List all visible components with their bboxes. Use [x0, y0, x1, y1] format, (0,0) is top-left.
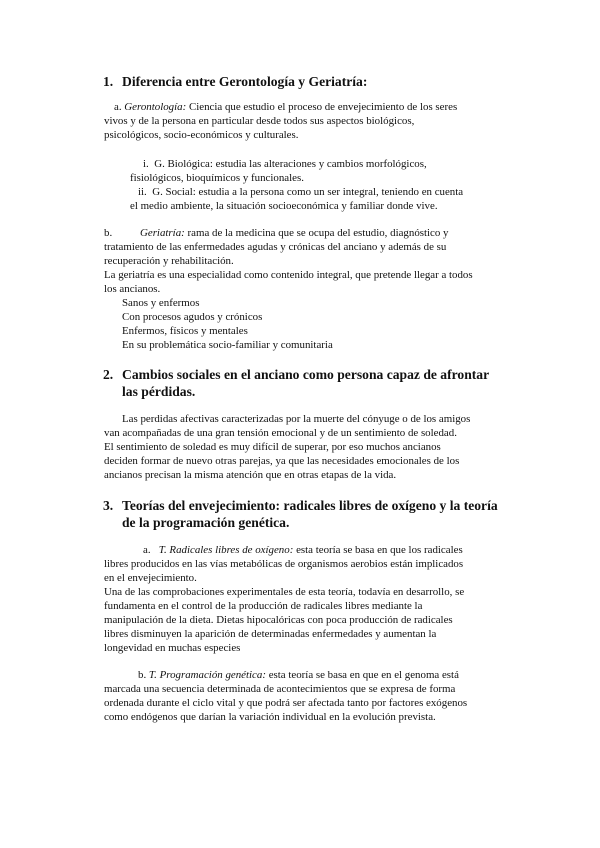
social-text: G. Social: estudia a la persona como un ser integral, teniendo en cuenta	[152, 186, 464, 198]
list-item: En su problemática socio-familiar y comunitaria	[122, 339, 333, 351]
text-line: marcada una secuencia determinada de acontecimientos que se expresa de forma	[104, 683, 456, 695]
text-line: longevidad en muchas especies	[104, 642, 241, 654]
text-line: recuperación y rehabilitación.	[104, 255, 234, 267]
gerontologia-term: Gerontología:	[124, 101, 187, 113]
section-3-title-cont: de la programación genética.	[122, 515, 290, 530]
radicales-term: T. Radicales libres de oxígeno:	[158, 544, 294, 556]
text-line: Las perdidas afectivas caracterizadas por la muerte del cónyuge o de los amigos	[122, 413, 471, 425]
text-line: el medio ambiente, la situación socioeconómica y familiar donde vive.	[130, 200, 438, 212]
geriatria-marker: b.	[104, 227, 113, 239]
biologica-text: G. Biológica: estudia las alteraciones y cambios morfológicos,	[154, 158, 427, 170]
text-line: en el envejecimiento.	[104, 572, 197, 584]
text-line: La geriatría es una especialidad como contenido integral, que pretende llegar a todos	[104, 269, 473, 281]
text-line: El sentimiento de soledad es muy difícil de superar, por eso muchos ancianos	[104, 441, 441, 453]
section-2-title-cont: las pérdidas.	[122, 384, 196, 399]
text-line: psicológicos, socio-económicos y culturales.	[104, 129, 299, 141]
biologica-item	[143, 157, 427, 171]
item-marker: a.	[114, 101, 122, 113]
geriatria-text: rama de la medicina que se ocupa del estudio, diagnóstico y	[187, 227, 449, 239]
programacion-item	[138, 668, 459, 682]
gerontologia-item	[114, 100, 457, 114]
radicales-item	[143, 543, 463, 557]
programacion-term: T. Programación genética:	[148, 669, 266, 681]
text-line: vivos y de la persona en particular desde todos sus aspectos biológicos,	[104, 115, 415, 127]
text-line: manipulación de la dieta. Dietas hipocalóricas con poca producción de radicales	[104, 614, 453, 626]
text-line: Una de las comprobaciones experimentales de esta teoría, todavía en desarrollo, se	[104, 586, 465, 598]
text-line: como endógenos que darían la variación individual en la evolución prevista.	[104, 711, 436, 723]
text-line: tratamiento de las enfermedades agudas y crónicas del anciano y además de su	[104, 241, 447, 253]
list-item: Sanos y enfermos	[122, 297, 200, 309]
programacion-text: esta teoría se basa en que en el genoma está	[268, 669, 459, 681]
section-2-title: Cambios sociales en el anciano como persona capaz de afrontar	[122, 367, 490, 382]
text-line: los ancianos.	[104, 283, 161, 295]
section-2-number: 2.	[103, 367, 114, 382]
geriatria-term: Geriatría:	[140, 227, 185, 239]
item-marker: i.	[143, 158, 149, 170]
text-line: libres disminuyen la aparición de determinadas enfermedades y aumentan la	[104, 628, 437, 640]
section-1-title: Diferencia entre Gerontología y Geriatría:	[122, 74, 368, 89]
text-line: van acompañadas de una gran tensión emocional y de un sentimiento de soledad.	[104, 427, 457, 439]
gerontologia-text: Ciencia que estudio el proceso de envejecimiento de los seres	[188, 101, 458, 113]
text-line: deciden formar de nuevo otras parejas, ya que las necesidades emocionales de los	[104, 455, 460, 467]
list-item: Con procesos agudos y crónicos	[122, 311, 263, 323]
geriatria-item	[140, 226, 449, 240]
list-item: Enfermos, físicos y mentales	[122, 325, 248, 337]
item-marker: a.	[143, 544, 151, 556]
text-line: ancianos precisan la misma atención que en otras etapas de la vida.	[104, 469, 397, 481]
item-marker: b.	[138, 669, 147, 681]
text-line: fisiológicos, bioquímicos y funcionales.	[130, 172, 304, 184]
text-line: fundamenta en el control de la producción de radicales libres mediante la	[104, 600, 423, 612]
section-1-number: 1.	[103, 74, 114, 89]
radicales-text: esta teoría se basa en que los radicales	[296, 544, 463, 556]
text-line: ordenada durante el ciclo vital y que podrá ser afectada tanto por factores exógenos	[104, 697, 468, 709]
section-3-number: 3.	[103, 498, 114, 513]
social-item	[138, 185, 463, 199]
section-3-title: Teorías del envejecimiento: radicales libres de oxígeno y la teoría	[122, 498, 498, 513]
item-marker: ii.	[138, 186, 147, 198]
text-line: libres producidos en las vías metabólicas de organismos aerobios están implicados	[104, 558, 464, 570]
